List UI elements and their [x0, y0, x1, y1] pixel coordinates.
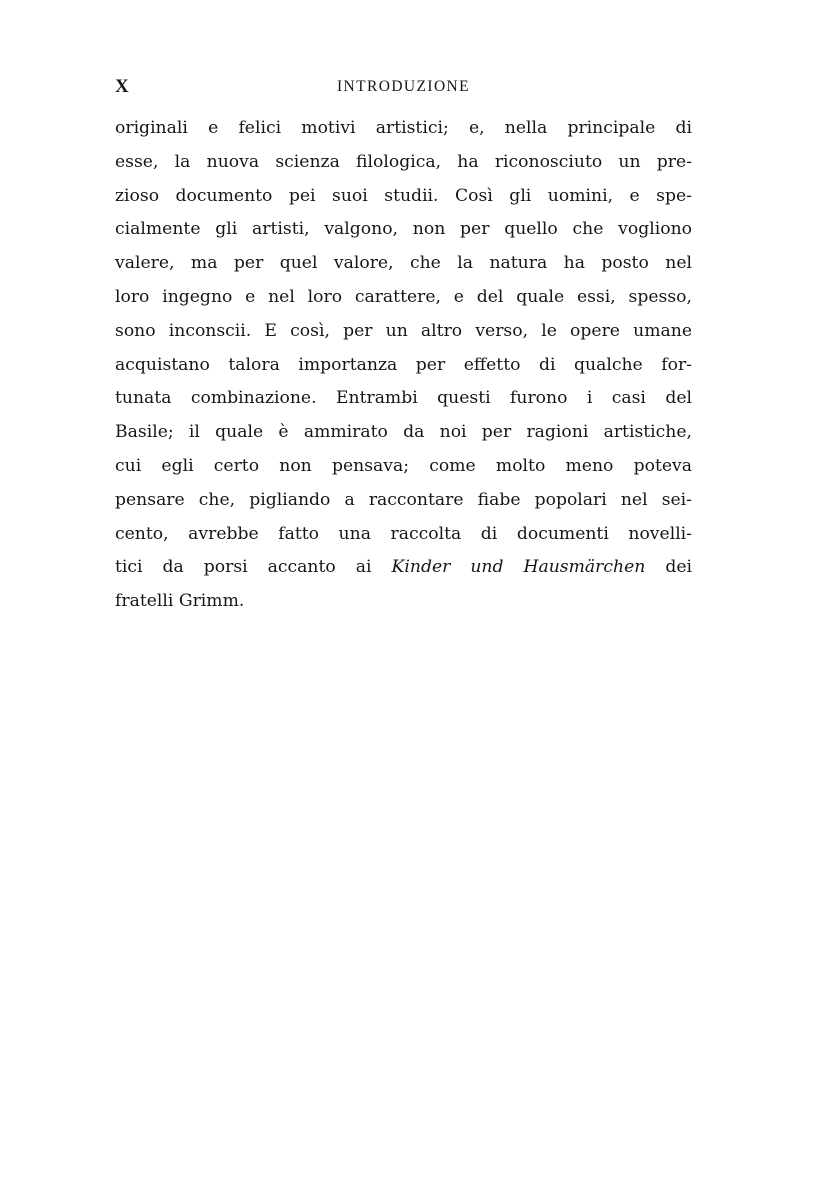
running-head: [115, 76, 692, 100]
text-line: Basile; il quale è ammirato da noi per ragioni artistiche,: [115, 422, 692, 443]
text-line: originali e felici motivi artistici; e, nella principale di: [115, 118, 692, 138]
text-segment: dei: [645, 557, 692, 578]
text-line: cui egli certo non pensava; come molto meno poteva: [115, 455, 692, 476]
text-line: sono inconscii. E così, per un altro verso, le opere umane: [115, 320, 692, 341]
text-line: valere, ma per quel valore, che la natura ha posto nel: [115, 253, 692, 274]
text-line: loro ingegno e nel loro carattere, e del quale essi, spesso,: [115, 286, 692, 307]
text-line: zioso documento pei suoi studii. Così gli uomini, e spe-: [115, 185, 692, 206]
section-title: INTRODUZIONE: [336, 78, 471, 95]
body-paragraph: [115, 112, 692, 619]
text-line-with-title: [115, 551, 692, 585]
page-number: X: [115, 76, 130, 97]
text-line: pensare che, pigliando a raccontare fiabe popolari nel sei-: [115, 489, 692, 510]
text-line: cialmente gli artisti, valgono, non per quello che vogliono: [115, 219, 692, 240]
text-segment: tici da porsi accanto ai: [115, 557, 392, 578]
text-line: esse, la nuova scienza filologica, ha riconosciuto un pre-: [115, 151, 692, 172]
text-line: cento, avrebbe fatto una raccolta di documenti novelli-: [115, 523, 692, 544]
italic-book-title: Kinder und Hausmärchen: [391, 557, 646, 578]
text-line: tunata combinazione. Entrambi questi furono i casi del: [115, 388, 692, 409]
text-line-last: fratelli Grimm.: [115, 591, 245, 612]
text-line: acquistano talora importanza per effetto di qualche for-: [115, 354, 692, 375]
